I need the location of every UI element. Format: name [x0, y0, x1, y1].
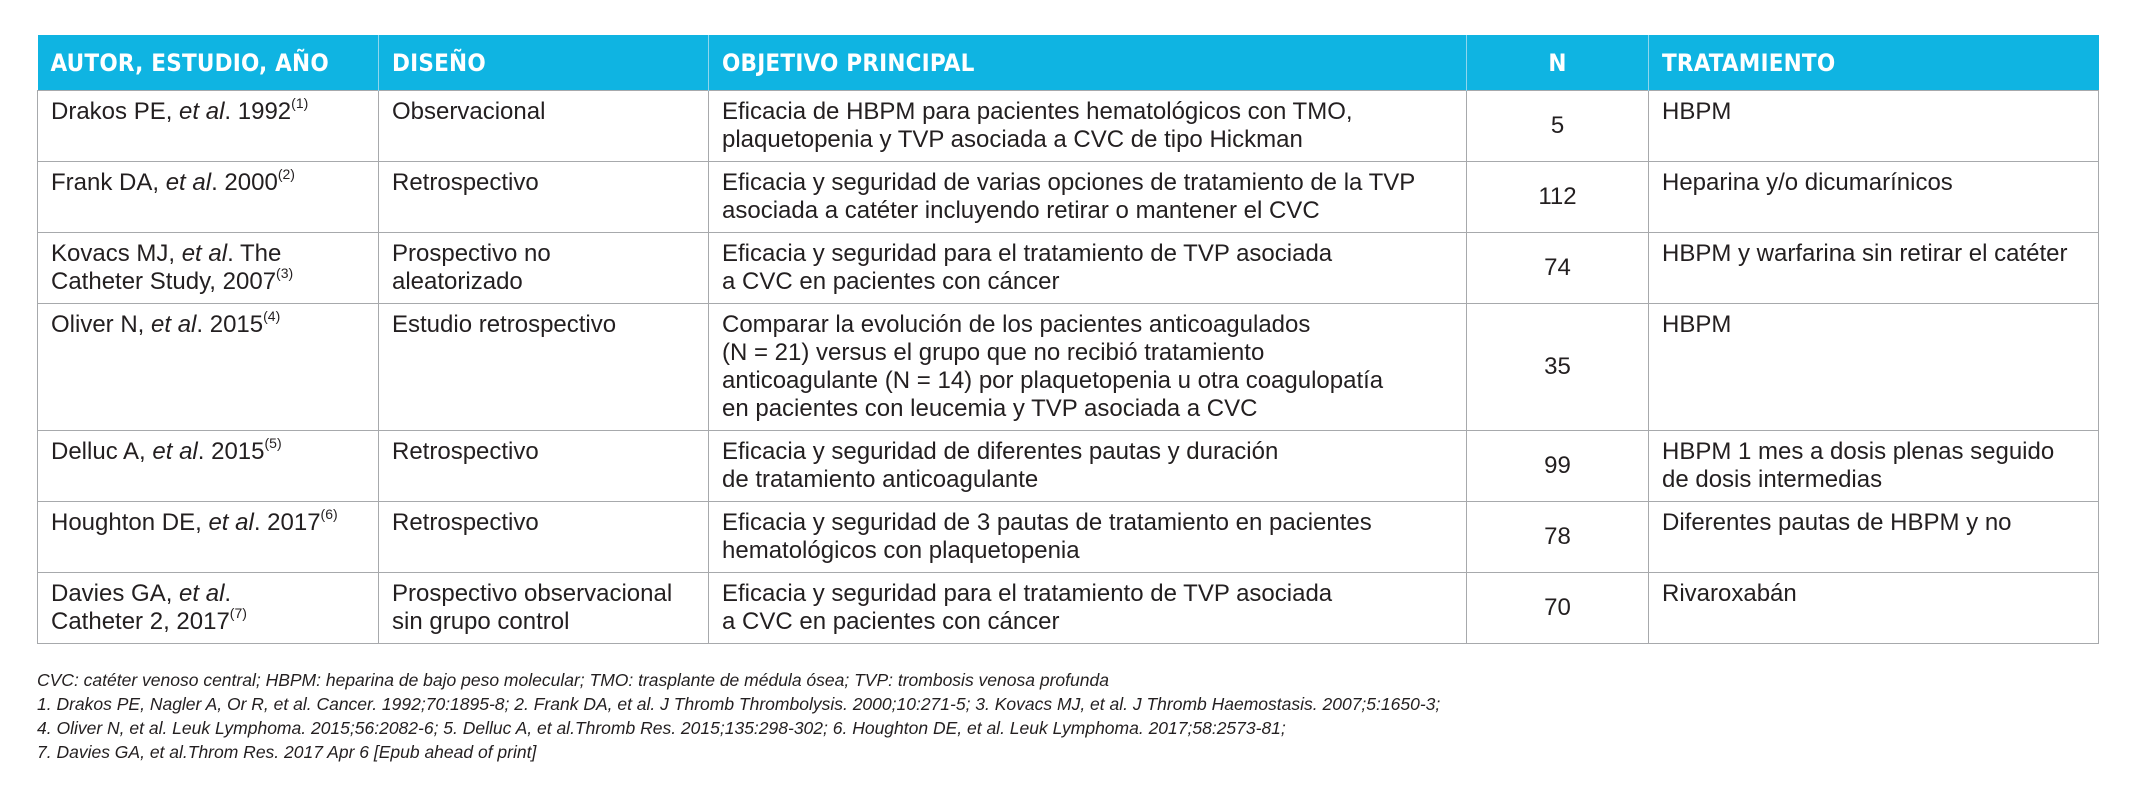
cell-author: Davies GA, et al. Catheter 2, 2017$^{(7)}$ — [38, 573, 379, 644]
cell-treatment: HBPM — [1649, 91, 2099, 162]
table-row — [38, 233, 2099, 304]
cell-author: Oliver N, et al. 2015$^{(4)}$ — [38, 304, 379, 431]
cell-objective: Comparar la evolución de los pacientes anticoagulados (N = 21) versus el grupo que no recibió tratamiento anticoagulante (N = 14) por plaquetopenia u otra coagulopatía en pacientes con leucemia y TVP asociada a CVC — [709, 304, 1467, 431]
cell-treatment: Rivaroxabán — [1649, 573, 2099, 644]
cell-author: Delluc A, et al. 2015$^{(5)}$ — [38, 431, 379, 502]
cell-n: 112 — [1467, 162, 1649, 233]
cell-treatment: Diferentes pautas de HBPM y no — [1649, 502, 2099, 573]
cell-n: 35 — [1467, 304, 1649, 431]
cell-treatment: HBPM — [1649, 304, 2099, 431]
cell-author: Kovacs MJ, et al. The Catheter Study, 2007$^{(3)}$ — [38, 233, 379, 304]
cell-treatment: HBPM 1 mes a dosis plenas seguido de dosis intermedias — [1649, 431, 2099, 502]
studies-table-container — [37, 35, 2098, 644]
table-body — [38, 91, 2099, 644]
cell-design: Retrospectivo — [379, 502, 709, 573]
cell-objective: Eficacia de HBPM para pacientes hematológicos con TMO, plaquetopenia y TVP asociada a CVC de tipo Hickman — [709, 91, 1467, 162]
cell-n: 5 — [1467, 91, 1649, 162]
table-header — [38, 35, 2099, 91]
header-design: DISEÑO — [379, 35, 709, 91]
cell-objective: Eficacia y seguridad de 3 pautas de tratamiento en pacientes hematológicos con plaquetopenia — [709, 502, 1467, 573]
table-row — [38, 431, 2099, 502]
table-row — [38, 304, 2099, 431]
cell-design: Retrospectivo — [379, 431, 709, 502]
table-row — [38, 162, 2099, 233]
table-row — [38, 91, 2099, 162]
cell-objective: Eficacia y seguridad de varias opciones de tratamiento de la TVP asociada a catéter incluyendo retirar o mantener el CVC — [709, 162, 1467, 233]
header-author: AUTOR, ESTUDIO, AÑO — [38, 35, 379, 91]
cell-objective: Eficacia y seguridad para el tratamiento de TVP asociada a CVC en pacientes con cáncer — [709, 233, 1467, 304]
reference-line: 7. Davies GA, et al.Throm Res. 2017 Apr 6 [Epub ahead of print] — [37, 742, 537, 762]
cell-n: 99 — [1467, 431, 1649, 502]
reference-line: 1. Drakos PE, Nagler A, Or R, et al. Cancer. 1992;70:1895-8; 2. Frank DA, et al. J Thromb Thrombolysis. 2000;10:271-5; 3. Kovacs MJ, et al. J Thromb Haemostasis. 2007;5:1650-3; — [37, 694, 1441, 714]
cell-objective: Eficacia y seguridad de diferentes pautas y duración de tratamiento anticoagulante — [709, 431, 1467, 502]
cell-n: 74 — [1467, 233, 1649, 304]
table-row — [38, 573, 2099, 644]
cell-design: Retrospectivo — [379, 162, 709, 233]
abbreviations-note: CVC: catéter venoso central; HBPM: heparina de bajo peso molecular; TMO: trasplante de médula ósea; TVP: trombosis venosa profunda — [37, 670, 1109, 690]
header-treatment: TRATAMIENTO — [1649, 35, 2099, 91]
cell-n: 78 — [1467, 502, 1649, 573]
cell-design: Prospectivo no aleatorizado — [379, 233, 709, 304]
studies-table — [37, 35, 2099, 644]
cell-author: Drakos PE, et al. 1992$^{(1)}$ — [38, 91, 379, 162]
cell-objective: Eficacia y seguridad para el tratamiento de TVP asociada a CVC en pacientes con cáncer — [709, 573, 1467, 644]
cell-author: Frank DA, et al. 2000$^{(2)}$ — [38, 162, 379, 233]
header-objective: OBJETIVO PRINCIPAL — [709, 35, 1467, 91]
cell-author: Houghton DE, et al. 2017$^{(6)}$ — [38, 502, 379, 573]
cell-design: Prospectivo observacional sin grupo control — [379, 573, 709, 644]
cell-design: Estudio retrospectivo — [379, 304, 709, 431]
table-row — [38, 502, 2099, 573]
cell-treatment: HBPM y warfarina sin retirar el catéter — [1649, 233, 2099, 304]
cell-design: Observacional — [379, 91, 709, 162]
header-n: N — [1467, 35, 1649, 91]
cell-treatment: Heparina y/o dicumarínicos — [1649, 162, 2099, 233]
cell-n: 70 — [1467, 573, 1649, 644]
reference-line: 4. Oliver N, et al. Leuk Lymphoma. 2015;56:2082-6; 5. Delluc A, et al.Thromb Res. 2015;135:298-302; 6. Houghton DE, et al. Leuk Lymphoma. 2017;58:2573-81; — [37, 718, 1286, 738]
table-footnotes — [37, 668, 2098, 764]
